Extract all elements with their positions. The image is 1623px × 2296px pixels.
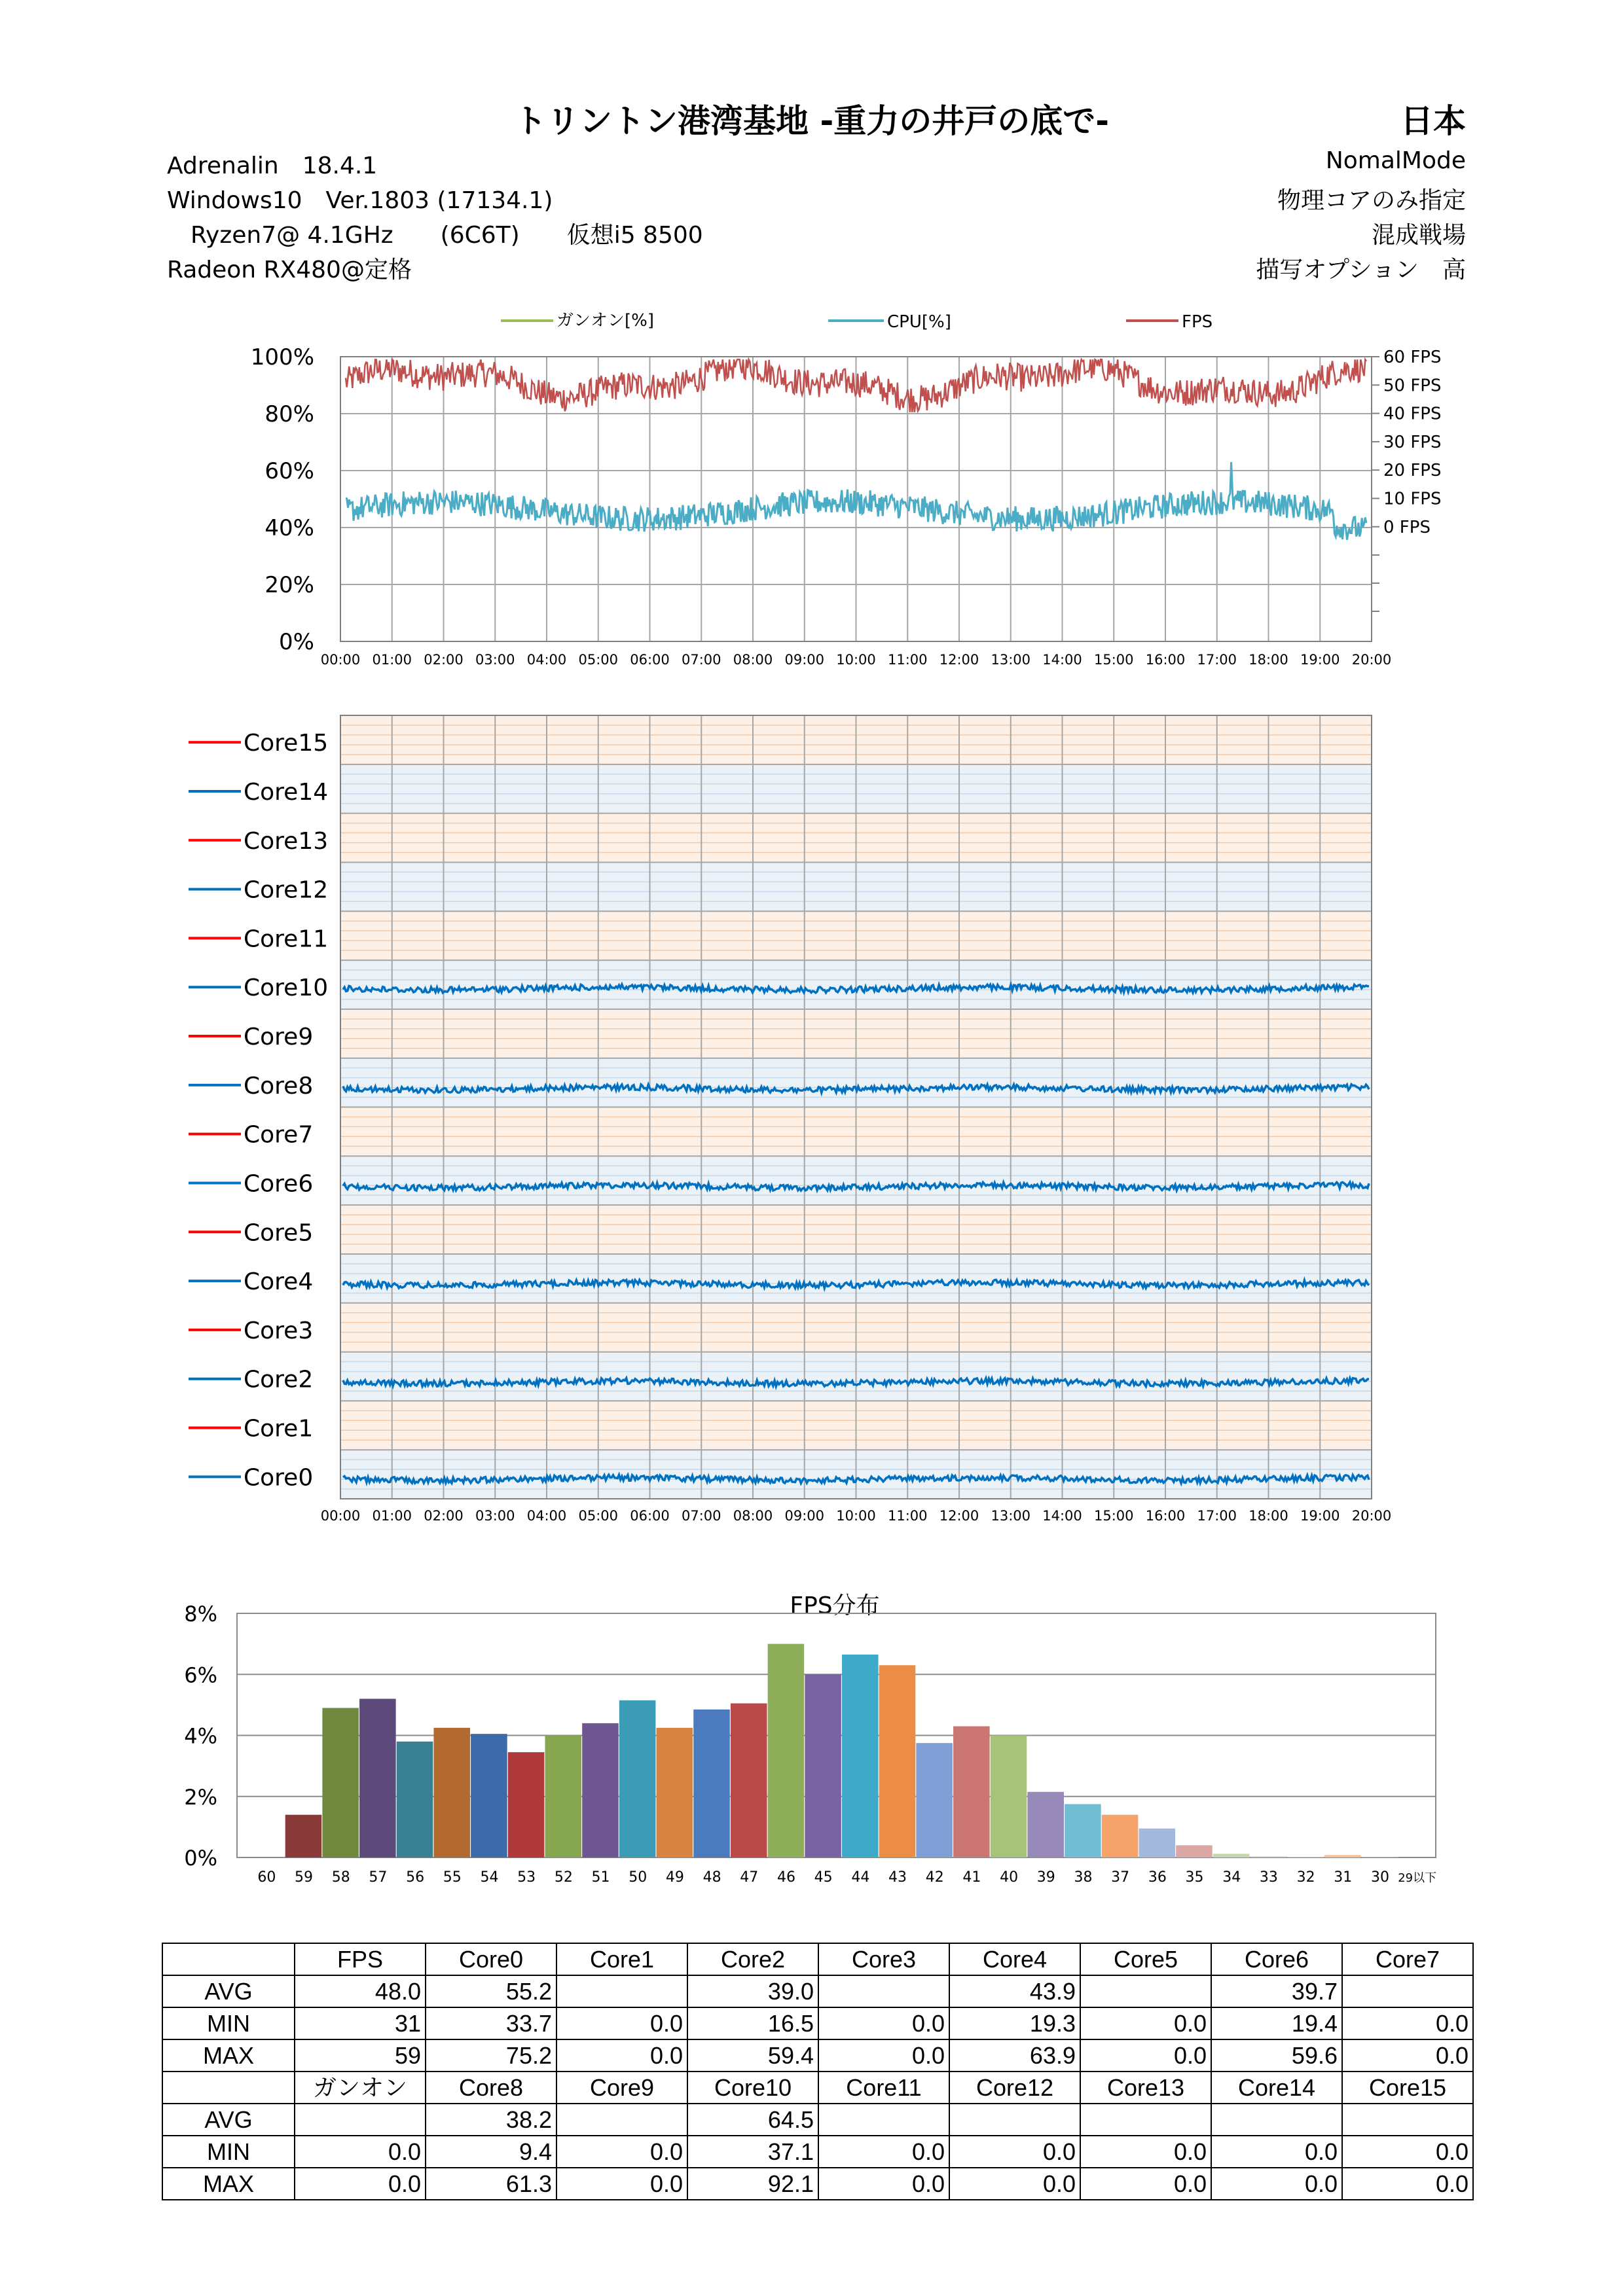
- fps-bar: [1102, 1815, 1139, 1857]
- y-right-tick: 10 FPS: [1383, 489, 1442, 509]
- x-tick: 12:00: [939, 1508, 979, 1524]
- fps-bar: [285, 1815, 322, 1857]
- core-setting: 物理コアのみ指定: [1277, 187, 1466, 214]
- x-tick: 33: [1259, 1869, 1278, 1886]
- x-tick: 53: [517, 1869, 536, 1886]
- table-cell: Core4: [949, 1943, 1080, 1975]
- x-tick: 19:00: [1300, 652, 1340, 668]
- mode-label: NomalMode: [1325, 147, 1466, 174]
- x-tick: 32: [1296, 1869, 1315, 1886]
- x-tick: 12:00: [939, 652, 979, 668]
- chart3-x-axis: [257, 1869, 1436, 1886]
- table-cell: 64.5: [687, 2104, 818, 2136]
- table-row: [162, 2039, 1473, 2072]
- table-cell: 0.0: [1080, 2136, 1211, 2168]
- fps-bar: [433, 1728, 470, 1857]
- core-label: Core1: [244, 1415, 314, 1443]
- table-cell: Core8: [426, 2072, 556, 2104]
- x-tick: 04:00: [526, 1508, 567, 1524]
- y-left-tick: 40%: [264, 515, 314, 541]
- fps-bar: [768, 1644, 805, 1857]
- table-cell: 43.9: [949, 1975, 1080, 2007]
- table-cell: MAX: [162, 2039, 295, 2072]
- table-cell: 0.0: [1342, 2168, 1473, 2200]
- country-label: 日本: [1400, 102, 1466, 140]
- y-tick: 2%: [184, 1784, 217, 1810]
- x-tick: 03:00: [475, 1508, 515, 1524]
- x-tick: 05:00: [578, 652, 619, 668]
- x-tick: 14:00: [1042, 652, 1082, 668]
- x-tick: 16:00: [1145, 652, 1186, 668]
- table-cell: 92.1: [687, 2168, 818, 2200]
- x-tick: 42: [925, 1869, 944, 1886]
- table-cell: MIN: [162, 2136, 295, 2168]
- x-tick: 46: [776, 1869, 795, 1886]
- table-cell: Core2: [687, 1943, 818, 1975]
- table-cell: AVG: [162, 2104, 295, 2136]
- core-label: Core9: [244, 1024, 314, 1051]
- table-row: [162, 2136, 1473, 2168]
- x-tick: 11:00: [887, 1508, 928, 1524]
- fps-bars: [285, 1644, 1398, 1857]
- table-header-row: [162, 2072, 1473, 2104]
- x-tick: 47: [740, 1869, 759, 1886]
- core-label: Core11: [244, 925, 329, 953]
- x-tick: 07:00: [681, 652, 721, 668]
- y-left-tick: 80%: [264, 401, 314, 427]
- table-cell: Core11: [818, 2072, 949, 2104]
- table-cell: Core7: [1342, 1943, 1473, 1975]
- fps-bar: [359, 1699, 396, 1857]
- fps-distribution-chart: [0, 1571, 1623, 1905]
- fps-bar: [322, 1708, 359, 1857]
- x-tick: 15:00: [1093, 652, 1134, 668]
- fps-bar: [879, 1665, 916, 1857]
- table-cell: 31: [295, 2007, 426, 2039]
- x-tick: 10:00: [836, 1508, 876, 1524]
- fps-bar: [1027, 1792, 1064, 1857]
- y-right-tick: 20 FPS: [1383, 461, 1442, 481]
- core-label: Core14: [244, 778, 329, 806]
- chart1-y-right-axis: [1372, 348, 1442, 611]
- x-tick: 09:00: [784, 1508, 825, 1524]
- table-cell: [1080, 2104, 1211, 2136]
- y-tick: 4%: [184, 1723, 217, 1749]
- core-label: Core8: [244, 1072, 314, 1100]
- table-cell: 59.4: [687, 2039, 818, 2072]
- x-tick: 09:00: [784, 652, 825, 668]
- x-tick: 17:00: [1197, 652, 1237, 668]
- y-tick: 0%: [184, 1846, 217, 1871]
- page-title: トリントン港湾基地 -重力の井戸の底で-: [514, 102, 1109, 140]
- x-tick: 49: [665, 1869, 684, 1886]
- x-tick: 04:00: [526, 652, 567, 668]
- fps-bar: [805, 1674, 841, 1857]
- x-tick: 40: [1000, 1869, 1019, 1886]
- fps-bar: [582, 1723, 619, 1857]
- table-cell: 63.9: [949, 2039, 1080, 2072]
- y-left-tick: 0%: [279, 629, 314, 655]
- table-cell: [162, 2072, 295, 2104]
- fps-bar: [731, 1704, 767, 1857]
- y-right-tick: 30 FPS: [1383, 432, 1442, 452]
- x-tick: 29以下: [1398, 1871, 1437, 1885]
- fps-bar: [991, 1736, 1027, 1858]
- core-label: Core13: [244, 827, 329, 855]
- table-row: [162, 2007, 1473, 2039]
- table-cell: [1342, 1975, 1473, 2007]
- table-cell: [556, 1975, 687, 2007]
- table-cell: 0.0: [556, 2007, 687, 2039]
- fps-bar: [842, 1655, 879, 1857]
- table-cell: MAX: [162, 2168, 295, 2200]
- table-cell: Core12: [949, 2072, 1080, 2104]
- x-tick: 50: [629, 1869, 647, 1886]
- y-tick: 6%: [184, 1662, 217, 1688]
- x-tick: 02:00: [424, 652, 464, 668]
- x-tick: 30: [1370, 1869, 1389, 1886]
- x-tick: 58: [331, 1869, 350, 1886]
- stats-table: [162, 1943, 1474, 2200]
- table-row: [162, 2104, 1473, 2136]
- table-cell: 39.7: [1211, 1975, 1342, 2007]
- table-cell: 0.0: [818, 2039, 949, 2072]
- table-cell: [818, 1975, 949, 2007]
- graphics-option: 描写オプション 高: [1256, 257, 1466, 283]
- x-tick: 44: [851, 1869, 870, 1886]
- x-tick: 19:00: [1300, 1508, 1340, 1524]
- x-tick: 02:00: [424, 1508, 464, 1524]
- y-right-tick: 0 FPS: [1383, 517, 1431, 537]
- table-cell: 59: [295, 2039, 426, 2072]
- x-tick: 20:00: [1351, 1508, 1392, 1524]
- table-cell: 39.0: [687, 1975, 818, 2007]
- core-label: Core10: [244, 975, 329, 1002]
- x-tick: 48: [702, 1869, 721, 1886]
- table-cell: 55.2: [426, 1975, 556, 2007]
- fps-bar: [657, 1728, 693, 1857]
- table-cell: [949, 2104, 1080, 2136]
- core-label: Core15: [244, 730, 329, 757]
- table-cell: 0.0: [295, 2136, 426, 2168]
- table-cell: 61.3: [426, 2168, 556, 2200]
- x-tick: 37: [1111, 1869, 1130, 1886]
- table-cell: 0.0: [818, 2136, 949, 2168]
- table-cell: Core3: [818, 1943, 949, 1975]
- core-label: Core7: [244, 1121, 314, 1149]
- table-cell: FPS: [295, 1943, 426, 1975]
- table-cell: Core15: [1342, 2072, 1473, 2104]
- gpu-info: Radeon RX480@定格: [167, 257, 412, 283]
- fps-bar: [619, 1700, 656, 1857]
- legend-ganon-label: ガンオン[%]: [556, 311, 654, 331]
- x-tick: 08:00: [733, 652, 773, 668]
- y-tick: 8%: [184, 1602, 217, 1626]
- driver-version: Adrenalin 18.4.1: [167, 152, 378, 179]
- table-header-row: [162, 1943, 1473, 1975]
- x-tick: 56: [406, 1869, 425, 1886]
- core-label: Core12: [244, 876, 329, 904]
- per-core-chart: [0, 707, 1623, 1538]
- x-tick: 16:00: [1145, 1508, 1186, 1524]
- x-tick: 01:00: [372, 1508, 412, 1524]
- table-cell: 19.4: [1211, 2007, 1342, 2039]
- table-cell: Core6: [1211, 1943, 1342, 1975]
- x-tick: 11:00: [887, 652, 928, 668]
- core-label: Core5: [244, 1219, 314, 1247]
- table-cell: MIN: [162, 2007, 295, 2039]
- table-cell: [162, 1943, 295, 1975]
- chart3-y-axis: [184, 1602, 217, 1871]
- table-cell: Core14: [1211, 2072, 1342, 2104]
- table-cell: 0.0: [295, 2168, 426, 2200]
- table-cell: 37.1: [687, 2136, 818, 2168]
- legend-fps-label: FPS: [1182, 312, 1213, 332]
- x-tick: 13:00: [991, 652, 1031, 668]
- x-tick: 35: [1185, 1869, 1204, 1886]
- table-cell: 0.0: [1080, 2168, 1211, 2200]
- x-tick: 59: [295, 1869, 314, 1886]
- x-tick: 10:00: [836, 652, 876, 668]
- x-tick: 18:00: [1249, 1508, 1288, 1524]
- table-cell: 0.0: [1211, 2136, 1342, 2168]
- table-cell: 9.4: [426, 2136, 556, 2168]
- table-cell: 75.2: [426, 2039, 556, 2072]
- x-tick: 36: [1148, 1869, 1167, 1886]
- table-row: [162, 1975, 1473, 2007]
- x-tick: 20:00: [1351, 652, 1392, 668]
- x-tick: 08:00: [733, 1508, 773, 1524]
- table-cell: ガンオン: [295, 2072, 426, 2104]
- table-cell: Core5: [1080, 1943, 1211, 1975]
- fps-bar: [693, 1710, 730, 1857]
- x-tick: 55: [443, 1869, 462, 1886]
- fps-bar: [1176, 1845, 1213, 1857]
- x-tick: 01:00: [372, 652, 412, 668]
- table-cell: 59.6: [1211, 2039, 1342, 2072]
- table-cell: 33.7: [426, 2007, 556, 2039]
- core-label: Core0: [244, 1464, 314, 1492]
- table-cell: 0.0: [1211, 2168, 1342, 2200]
- battle-type: 混成戦場: [1371, 222, 1466, 249]
- table-cell: Core13: [1080, 2072, 1211, 2104]
- table-cell: [1211, 2104, 1342, 2136]
- table-cell: [818, 2104, 949, 2136]
- table-cell: 0.0: [818, 2007, 949, 2039]
- table-cell: [1342, 2104, 1473, 2136]
- fps-bar: [471, 1734, 507, 1857]
- x-tick: 07:00: [681, 1508, 721, 1524]
- y-left-tick: 100%: [250, 344, 314, 370]
- table-cell: 0.0: [1342, 2007, 1473, 2039]
- y-right-tick: 50 FPS: [1383, 376, 1442, 396]
- chart2-x-axis: [321, 1508, 1392, 1524]
- table-cell: 48.0: [295, 1975, 426, 2007]
- y-right-tick: 60 FPS: [1383, 348, 1442, 367]
- os-version: Windows10 Ver.1803 (17134.1): [167, 187, 553, 214]
- table-cell: Core0: [426, 1943, 556, 1975]
- x-tick: 60: [257, 1869, 276, 1886]
- table-cell: 38.2: [426, 2104, 556, 2136]
- table-cell: 0.0: [1342, 2136, 1473, 2168]
- table-cell: Core1: [556, 1943, 687, 1975]
- x-tick: 13:00: [991, 1508, 1031, 1524]
- table-cell: Core10: [687, 2072, 818, 2104]
- fps-distribution-title: FPS分布: [790, 1592, 880, 1619]
- table-cell: 0.0: [949, 2168, 1080, 2200]
- chart1-y-left-axis: [251, 344, 314, 655]
- cpu-info: Ryzen7@ 4.1GHz (6C6T) 仮想i5 8500: [167, 222, 703, 249]
- core-label: Core4: [244, 1268, 314, 1296]
- x-tick: 51: [591, 1869, 610, 1886]
- core-legend: [189, 730, 328, 1491]
- x-tick: 34: [1222, 1869, 1241, 1886]
- table-row: [162, 2168, 1473, 2200]
- x-tick: 45: [814, 1869, 833, 1886]
- x-tick: 17:00: [1197, 1508, 1237, 1524]
- fps-bar: [397, 1742, 433, 1857]
- x-tick: 00:00: [320, 1508, 361, 1524]
- x-tick: 18:00: [1249, 652, 1288, 668]
- fps-bar: [1065, 1804, 1101, 1857]
- x-tick: 00:00: [320, 652, 361, 668]
- fps-bar: [953, 1727, 990, 1857]
- x-tick: 05:00: [578, 1508, 619, 1524]
- x-tick: 54: [480, 1869, 499, 1886]
- fps-bar: [916, 1743, 953, 1857]
- fps-bar: [1139, 1829, 1176, 1857]
- legend-cpu-label: CPU[%]: [887, 312, 951, 332]
- fps-bar: [508, 1752, 545, 1857]
- fps-bar: [1213, 1854, 1250, 1857]
- table-cell: 0.0: [1080, 2007, 1211, 2039]
- table-cell: [1080, 1975, 1211, 2007]
- table-cell: AVG: [162, 1975, 295, 2007]
- fps-bar: [545, 1736, 582, 1858]
- x-tick: 38: [1074, 1869, 1093, 1886]
- y-right-tick: 40 FPS: [1383, 404, 1442, 424]
- core-label: Core3: [244, 1317, 314, 1344]
- table-cell: 0.0: [949, 2136, 1080, 2168]
- x-tick: 14:00: [1042, 1508, 1082, 1524]
- x-tick: 06:00: [630, 1508, 670, 1524]
- table-cell: [556, 2104, 687, 2136]
- table-cell: 0.0: [818, 2168, 949, 2200]
- table-cell: [295, 2104, 426, 2136]
- x-tick: 15:00: [1093, 1508, 1134, 1524]
- core-label: Core6: [244, 1170, 314, 1198]
- x-tick: 41: [962, 1869, 981, 1886]
- usage-fps-chart: [0, 301, 1623, 681]
- x-tick: 06:00: [630, 652, 670, 668]
- chart1-legend: [501, 311, 1213, 332]
- x-tick: 57: [369, 1869, 388, 1886]
- y-left-tick: 20%: [264, 572, 314, 598]
- table-cell: 16.5: [687, 2007, 818, 2039]
- x-tick: 39: [1036, 1869, 1055, 1886]
- table-cell: Core9: [556, 2072, 687, 2104]
- table-cell: 19.3: [949, 2007, 1080, 2039]
- x-tick: 43: [888, 1869, 907, 1886]
- x-tick: 03:00: [475, 652, 515, 668]
- y-left-tick: 60%: [264, 458, 314, 484]
- table-cell: 0.0: [556, 2168, 687, 2200]
- core-label: Core2: [244, 1366, 314, 1393]
- table-cell: 0.0: [1342, 2039, 1473, 2072]
- x-tick: 52: [554, 1869, 573, 1886]
- table-cell: 0.0: [1080, 2039, 1211, 2072]
- table-cell: 0.0: [556, 2136, 687, 2168]
- fps-bar: [1324, 1855, 1361, 1857]
- table-cell: 0.0: [556, 2039, 687, 2072]
- x-tick: 31: [1334, 1869, 1353, 1886]
- chart1-x-axis: [321, 652, 1392, 668]
